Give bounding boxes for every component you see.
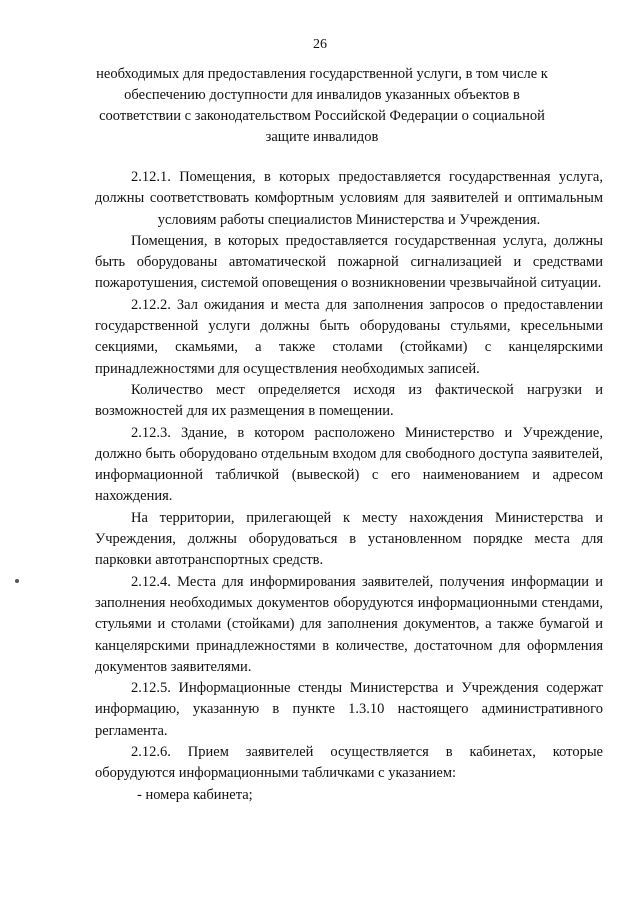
- list-item: - номера кабинета;: [137, 786, 253, 803]
- section-heading: необходимых для предоставления государственной услуги, в том числе к обеспечению доступности для инвалидов указанных объектов в соответствии с законодательством Российской Федерации о социальной защите инвалидов: [96, 66, 548, 145]
- document-body: [95, 167, 603, 806]
- paragraph-2-12-3: 2.12.3. Здание, в котором расположено Министерство и Учреждение, должно быть оборудовано отдельным входом для свободного доступа заявителей, информационной табличкой (вывеской) с его наименованием и адресом нахождения.: [95, 424, 603, 505]
- paragraph-premises-equipment: Помещения, в которых предоставляется государственная услуга, должны быть оборудованы автоматической пожарной сигнализацией и средствами пожаротушения, системой оповещения о возникновении чрезвычайной ситуации.: [95, 232, 603, 292]
- paragraph-parking: На территории, прилегающей к месту нахождения Министерства и Учреждения, должны оборудоваться в установленном порядке места для парковки автотранспортных средств.: [95, 509, 603, 569]
- paragraph-2-12-2: 2.12.2. Зал ожидания и места для заполнения запросов о предоставлении государственной услуги должны быть оборудованы стульями, кресельными секциями, скамьями, а также столами (стойками) с канцелярскими принадлежностями для осуществления необходимых записей.: [95, 296, 603, 377]
- paragraph-2-12-1: 2.12.1. Помещения, в которых предоставляется государственная услуга, должны соответствовать комфортным условиям для заявителей и оптимальным условиям работы специалистов Министерства и Учреждения.: [95, 169, 603, 228]
- margin-dot: [15, 579, 19, 583]
- paragraph-seat-count: Количество мест определяется исходя из фактической нагрузки и возможностей для их размещения в помещении.: [95, 381, 603, 420]
- paragraph-2-12-4: 2.12.4. Места для информирования заявителей, получения информации и заполнения необходимых документов оборудуются информационными стендами, стульями и столами (стойками) для заполнения документов, а также бумагой и канцелярскими принадлежностями в количестве, достаточном для оформления документов заявителями.: [95, 573, 603, 675]
- paragraph-2-12-6: 2.12.6. Прием заявителей осуществляется в кабинетах, которые оборудуются информационными табличками с указанием:: [95, 744, 603, 782]
- paragraph-2-12-5: 2.12.5. Информационные стенды Министерства и Учреждения содержат информацию, указанную в пункте 1.3.10 настоящего административного регламента.: [95, 680, 603, 739]
- page-number: 26: [313, 37, 327, 52]
